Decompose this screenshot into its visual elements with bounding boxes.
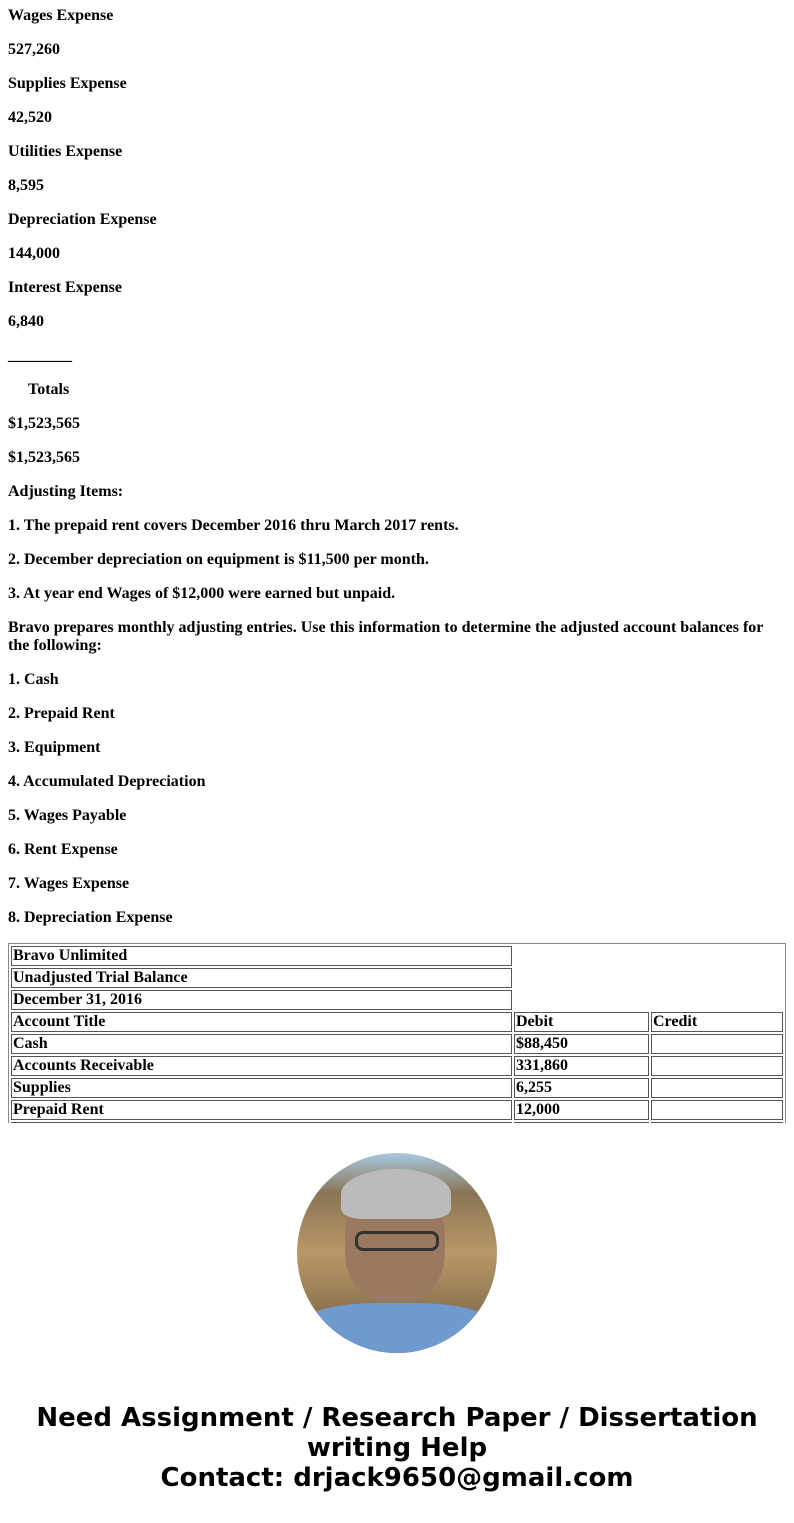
cell-account [11,1122,512,1123]
trial-balance-container[interactable] [8,943,786,1123]
table-row [11,1056,783,1076]
adjusting-item: 2. December depreciation on equipment is $11,500 per month. [8,551,429,568]
adjusting-item: 3. At year end Wages of $12,000 were earned but unpaid. [8,585,396,602]
cell-credit [651,1122,783,1123]
author-photo [297,1153,497,1353]
account-amount: 42,520 [8,109,52,126]
table-row [11,1078,783,1098]
company-name: Bravo Unlimited [11,946,512,966]
cell-credit [651,1056,783,1076]
footer-contact[interactable]: Contact: drjack9650@gmail.com [160,1463,634,1493]
header-debit: Debit [514,1012,649,1032]
cell-credit [651,1078,783,1098]
account-name: Utilities Expense [8,143,123,160]
glasses-shape [355,1231,439,1251]
question-item: 1. Cash [8,671,59,688]
cell-debit: $88,450 [514,1034,649,1054]
cell-credit [651,1034,783,1054]
separator-rule: ________ [8,347,72,364]
adjusting-title: Adjusting Items: [8,483,124,500]
account-amount: 6,840 [8,313,44,330]
table-row [11,1034,783,1054]
footer-banner [8,1403,786,1493]
account-amount: 144,000 [8,245,60,262]
instruction: Bravo prepares monthly adjusting entries. Use this information to determine the adjusted account balances for the following: [8,619,764,654]
trial-balance-table [8,943,786,1123]
cell-account: Cash [11,1034,512,1054]
table-row [11,1100,783,1120]
question-item: 4. Accumulated Depreciation [8,773,206,790]
header-account-title: Account Title [11,1012,512,1032]
question-item: 7. Wages Expense [8,875,130,892]
cell-debit: 331,860 [514,1056,649,1076]
cell-account: Prepaid Rent [11,1100,512,1120]
cell-credit [651,1100,783,1120]
question-item: 5. Wages Payable [8,807,127,824]
adjusting-item: 1. The prepaid rent covers December 2016 thru March 2017 rents. [8,517,459,534]
question-item: 6. Rent Expense [8,841,118,858]
table-row [11,1122,783,1123]
footer-help-text: Need Assignment / Research Paper / Dissertation writing Help [36,1403,758,1463]
cell-debit [514,1122,649,1123]
account-name: Wages Expense [8,7,114,24]
totals-label: Totals [28,381,70,398]
shirt-shape [297,1303,497,1353]
cell-account: Supplies [11,1078,512,1098]
account-name: Supplies Expense [8,75,127,92]
account-name: Interest Expense [8,279,122,296]
account-name: Depreciation Expense [8,211,157,228]
question-item: 8. Depreciation Expense [8,909,173,926]
cell-debit: 12,000 [514,1100,649,1120]
total-credit: $1,523,565 [8,449,80,466]
table-header-row [11,1012,783,1032]
report-title: Unadjusted Trial Balance [11,968,512,988]
account-amount: 527,260 [8,41,60,58]
account-amount: 8,595 [8,177,44,194]
report-date: December 31, 2016 [11,990,512,1010]
question-item: 3. Equipment [8,739,101,756]
total-debit: $1,523,565 [8,415,80,432]
question-item: 2. Prepaid Rent [8,705,115,722]
cell-debit: 6,255 [514,1078,649,1098]
hair-shape [341,1169,451,1219]
header-credit: Credit [651,1012,783,1032]
cell-account: Accounts Receivable [11,1056,512,1076]
